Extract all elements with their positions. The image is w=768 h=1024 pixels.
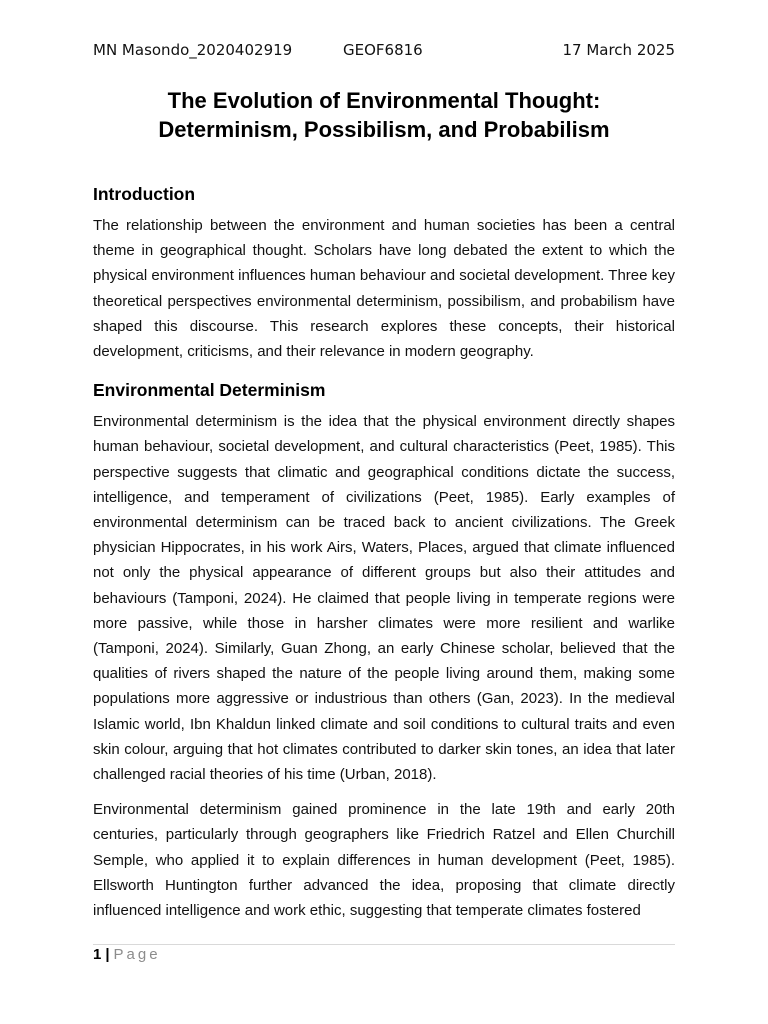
header-author: MN Masondo_2020402919 — [93, 41, 293, 59]
page-footer — [93, 946, 161, 964]
header-date: 17 March 2025 — [562, 41, 675, 59]
section-heading-environmental-determinism: Environmental Determinism — [93, 380, 326, 401]
paragraph-determinism-1: Environmental determinism is the idea that the physical environment directly shapes human behaviour, societal development, and cultural characteristics (Peet, 1985). This perspective suggests that climatic and geographical conditions dictate the success, intelligence, and temperament of civilizations (Peet, 1985). Early examples of environmental determinism can be traced back to ancient civilizations. The Greek physician Hippocrates, in his work Airs, Waters, Places, argued that climate influenced not only the physical appearance of different groups but also their attitudes and behaviours (Tamponi, 2024). He claimed that people living in temperate regions were more passive, while those in harsher climates were more resilient and warlike (Tamponi, 2024). Similarly, Guan Zhong, an early Chinese scholar, believed that the qualities of rivers shaped the nature of the people living around them, making some populations more aggressive or industrious than others (Gan, 2023). In the medieval Islamic world, Ibn Khaldun linked climate and soil conditions to cultural traits and even skin colour, arguing that hot climates contributed to darker skin tones, an idea that later challenged racial theories of his time (Urban, 2018). — [93, 413, 675, 784]
paragraph-introduction: The relationship between the environment and human societies has been a central theme in geographical thought. Scholars have long debated the extent to which the physical environment influences human behaviour and societal development. Three key theoretical perspectives environmental determinism, possibilism, and probabilism have shaped this discourse. This research explores these concepts, their historical development, criticisms, and their relevance in modern geography. — [93, 217, 675, 361]
document-title-line-1: The Evolution of Environmental Thought: — [167, 88, 601, 113]
document-body — [93, 181, 675, 923]
section-environmental-determinism — [93, 377, 675, 923]
paragraph-determinism-2: Environmental determinism gained prominence in the late 19th and early 20th centuries, particularly through geographers like Friedrich Ratzel and Ellen Churchill Semple, who applied it to explain differences in human development (Peet, 1985). Ellsworth Huntington further advanced the idea, proposing that climate directly influenced intelligence and work ethic, suggesting that temperate climates fostered — [93, 801, 675, 920]
page-header — [93, 41, 675, 63]
section-introduction — [93, 181, 675, 364]
page-label: Page — [113, 946, 161, 963]
page-separator: | — [105, 946, 110, 963]
document-title — [93, 86, 675, 144]
document-title-line-2: Determinism, Possibilism, and Probabilism — [158, 117, 610, 142]
section-heading-introduction: Introduction — [93, 184, 196, 204]
page-number: 1 — [93, 946, 102, 963]
header-course-code: GEOF6816 — [343, 41, 423, 59]
footer-divider — [93, 944, 675, 945]
